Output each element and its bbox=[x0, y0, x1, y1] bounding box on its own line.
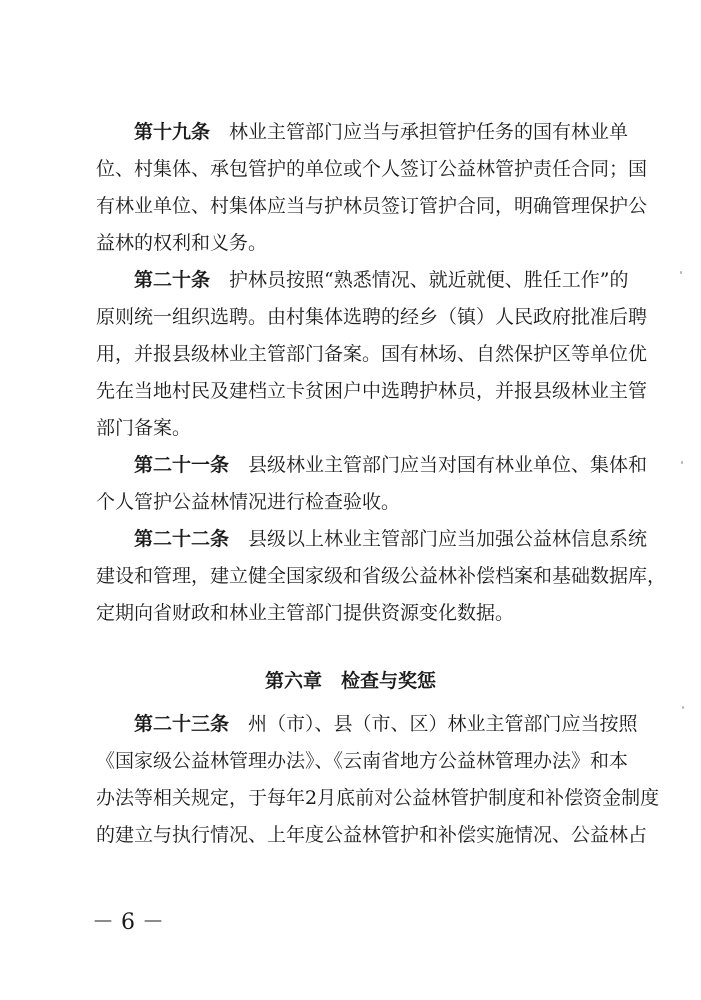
article-19-line-3: 有林业单位、村集体应当与护林员签订管护合同，明确管理保护公 bbox=[96, 195, 648, 217]
chapter-title: 第六章 检查与奖惩 bbox=[264, 670, 436, 692]
article-19-line-1: 第十九条 林业主管部门应当与承担管护任务的国有林业单 bbox=[134, 121, 629, 143]
article-22-heading: 第二十二条 bbox=[134, 528, 230, 550]
article-23-line-4: 的建立与执行情况、上年度公益林管护和补偿实施情况、公益林占 bbox=[96, 824, 648, 846]
article-22-line-1: 第二十二条 县级以上林业主管部门应当加强公益林信息系统 bbox=[134, 528, 648, 550]
article-19-line-4: 益林的权利和义务。 bbox=[96, 232, 268, 254]
scan-speck bbox=[681, 461, 683, 464]
article-23-line-2: 《国家级公益林管理办法》、《云南省地方公益林管理办法》和本 bbox=[96, 750, 629, 772]
scan-speck bbox=[682, 706, 684, 709]
article-20-heading: 第二十条 bbox=[134, 269, 211, 291]
article-19-line-2: 位、村集体、承包管护的单位或个人签订公益林管护责任合同；国 bbox=[96, 158, 648, 180]
article-20-line-4: 先在当地村民及建档立卡贫困户中选聘护林员，并报县级林业主管 bbox=[96, 380, 648, 402]
article-20-line-2: 原则统一组织选聘。由村集体选聘的经乡（镇）人民政府批准后聘 bbox=[96, 306, 648, 328]
article-23-line-3: 办法等相关规定，于每年2月底前对公益林管护制度和补偿资金制度 bbox=[96, 787, 660, 809]
article-20-line-5: 部门备案。 bbox=[96, 417, 192, 439]
article-21-line-1: 第二十一条 县级林业主管部门应当对国有林业单位、集体和 bbox=[134, 454, 648, 476]
article-22-line-3: 定期向省财政和林业主管部门提供资源变化数据。 bbox=[96, 602, 515, 624]
article-23-line-1: 第二十三条 州（市）、县（市、区）林业主管部门应当按照 bbox=[134, 713, 638, 735]
scan-speck bbox=[680, 271, 682, 274]
article-20-line-3: 用，并报县级林业主管部门备案。国有林场、自然保护区等单位优 bbox=[96, 343, 648, 365]
article-22-line-2: 建设和管理，建立健全国家级和省级公益林补偿档案和基础数据库， bbox=[96, 565, 667, 587]
page-number: － 6 － bbox=[92, 910, 164, 935]
article-21-heading: 第二十一条 bbox=[134, 454, 230, 476]
article-19-heading: 第十九条 bbox=[134, 121, 211, 143]
article-23-heading: 第二十三条 bbox=[134, 713, 230, 735]
article-20-line-1: 第二十条 护林员按照“熟悉情况、就近就便、胜任工作”的 bbox=[134, 269, 629, 291]
article-21-line-2: 个人管护公益林情况进行检查验收。 bbox=[96, 491, 401, 513]
